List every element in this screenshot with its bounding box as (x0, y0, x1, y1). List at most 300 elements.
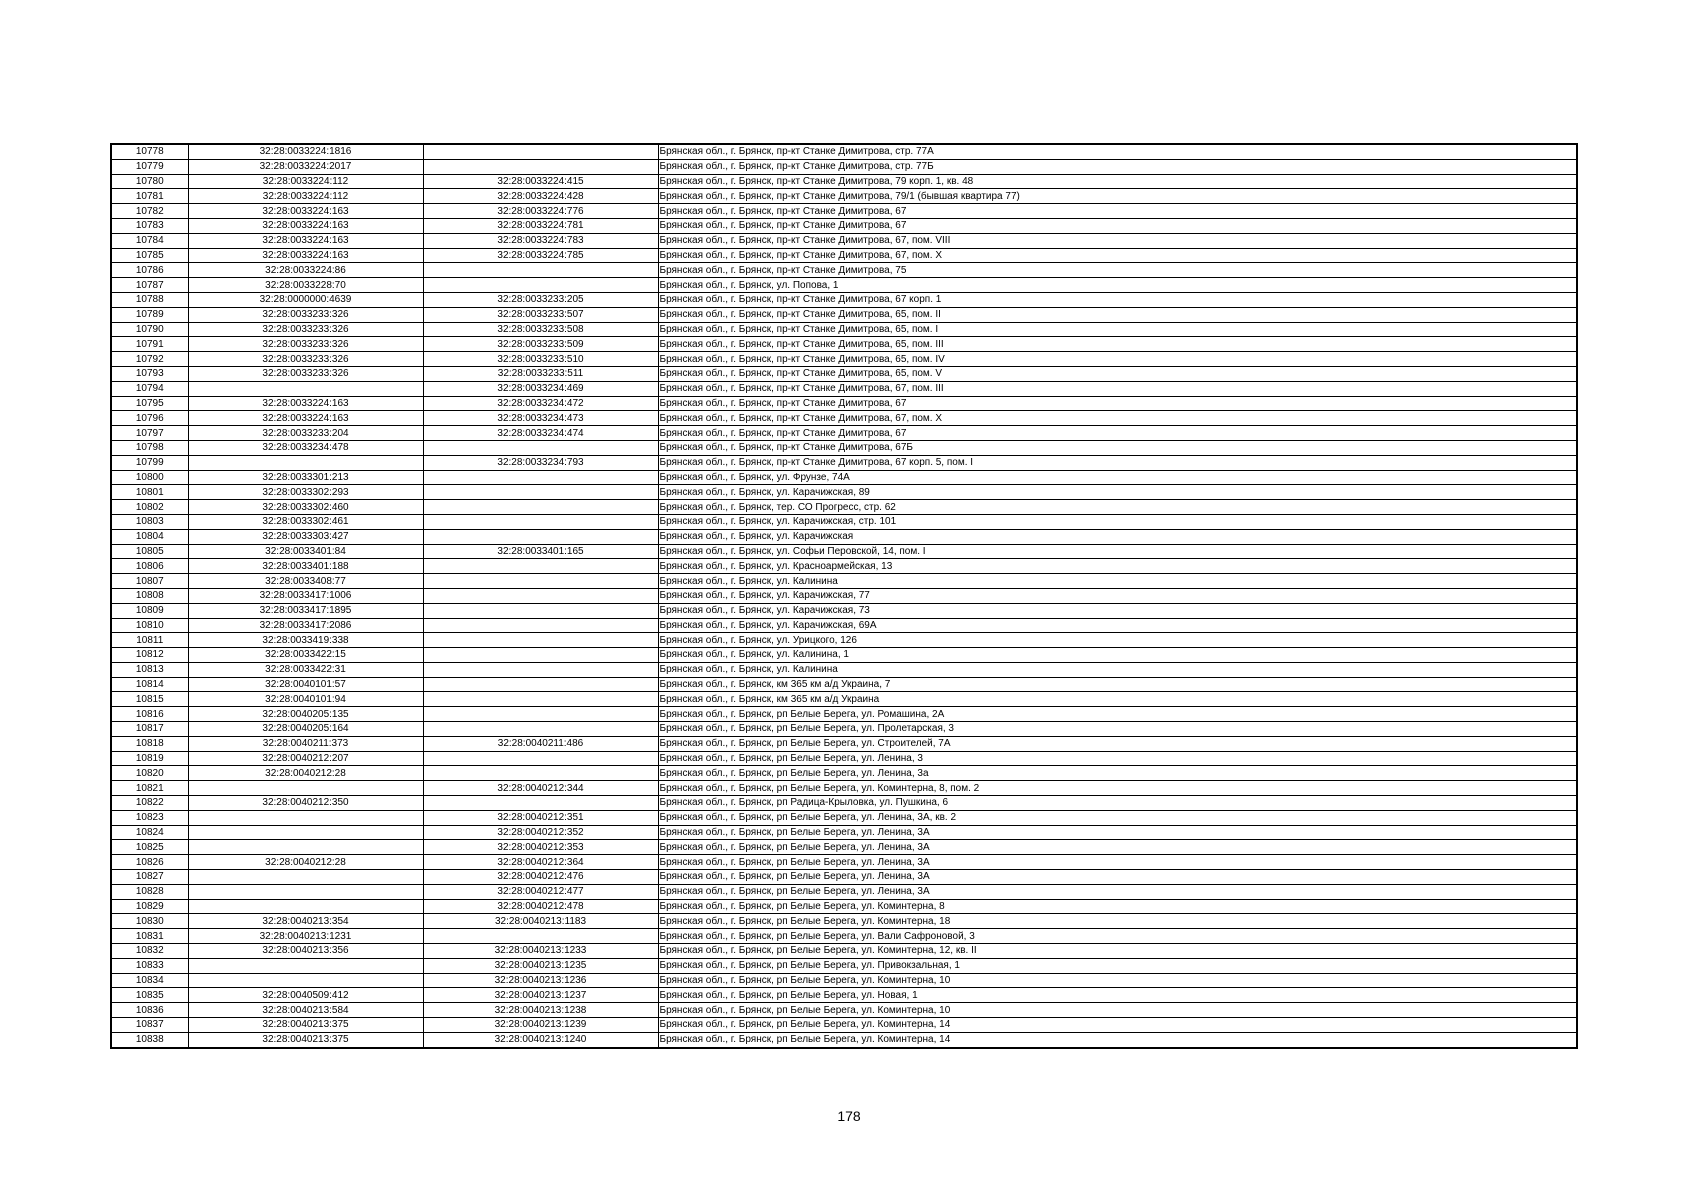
object-cadastral-number-cell: 32:28:0033234:469 (423, 381, 658, 396)
table-row (111, 677, 1577, 692)
row-number-cell: 10780 (111, 174, 188, 189)
row-number-cell: 10802 (111, 500, 188, 515)
cadastral-number-cell: 32:28:0033408:77 (188, 574, 423, 589)
object-cadastral-number-cell (423, 529, 658, 544)
address-cell: Брянская обл., г. Брянск, ул. Калинина (658, 662, 1577, 677)
table-row (111, 840, 1577, 855)
address-cell: Брянская обл., г. Брянск, пр-кт Станке Димитрова, 67 корп. 1 (658, 292, 1577, 307)
row-number-cell: 10794 (111, 381, 188, 396)
row-number-cell: 10813 (111, 662, 188, 677)
table-row (111, 174, 1577, 189)
address-cell: Брянская обл., г. Брянск, рп Белые Берега, ул. Привокзальная, 1 (658, 958, 1577, 973)
object-cadastral-number-cell: 32:28:0033234:472 (423, 396, 658, 411)
row-number-cell: 10790 (111, 322, 188, 337)
table-row (111, 796, 1577, 811)
row-number-cell: 10785 (111, 248, 188, 263)
address-cell: Брянская обл., г. Брянск, ул. Карачижская, 77 (658, 588, 1577, 603)
cadastral-number-cell: 32:28:0033224:163 (188, 411, 423, 426)
registry-table-body (111, 144, 1577, 1048)
row-number-cell: 10818 (111, 736, 188, 751)
cadastral-number-cell (188, 958, 423, 973)
table-row (111, 485, 1577, 500)
table-row (111, 218, 1577, 233)
table-row (111, 544, 1577, 559)
row-number-cell: 10826 (111, 855, 188, 870)
cadastral-number-cell: 32:28:0033422:31 (188, 662, 423, 677)
cadastral-number-cell: 32:28:0033224:1816 (188, 144, 423, 159)
row-number-cell: 10801 (111, 485, 188, 500)
cadastral-number-cell: 32:28:0033224:163 (188, 248, 423, 263)
address-cell: Брянская обл., г. Брянск, рп Белые Берега, ул. Ромашина, 2А (658, 707, 1577, 722)
cadastral-number-cell: 32:28:0033401:84 (188, 544, 423, 559)
cadastral-number-cell: 32:28:0033302:460 (188, 500, 423, 515)
row-number-cell: 10806 (111, 559, 188, 574)
address-cell: Брянская обл., г. Брянск, рп Белые Берега, ул. Пролетарская, 3 (658, 722, 1577, 737)
cadastral-number-cell: 32:28:0033224:112 (188, 189, 423, 204)
object-cadastral-number-cell (423, 485, 658, 500)
table-row (111, 1018, 1577, 1033)
row-number-cell: 10791 (111, 337, 188, 352)
object-cadastral-number-cell: 32:28:0033401:165 (423, 544, 658, 559)
address-cell: Брянская обл., г. Брянск, пр-кт Станке Димитрова, 79/1 (бывшая квартира 77) (658, 189, 1577, 204)
cadastral-number-cell: 32:28:0033233:326 (188, 337, 423, 352)
table-row (111, 870, 1577, 885)
object-cadastral-number-cell (423, 559, 658, 574)
address-cell: Брянская обл., г. Брянск, пр-кт Станке Димитрова, 67Б (658, 440, 1577, 455)
object-cadastral-number-cell (423, 618, 658, 633)
address-cell: Брянская обл., г. Брянск, рп Белые Берега, ул. Коминтерна, 10 (658, 1003, 1577, 1018)
row-number-cell: 10782 (111, 204, 188, 219)
cadastral-number-cell: 32:28:0040213:1231 (188, 929, 423, 944)
address-cell: Брянская обл., г. Брянск, пр-кт Станке Димитрова, 65, пом. IV (658, 352, 1577, 367)
object-cadastral-number-cell (423, 751, 658, 766)
object-cadastral-number-cell (423, 514, 658, 529)
cadastral-number-cell: 32:28:0033233:326 (188, 307, 423, 322)
table-row (111, 440, 1577, 455)
table-row (111, 144, 1577, 159)
table-row (111, 825, 1577, 840)
object-cadastral-number-cell: 32:28:0033224:428 (423, 189, 658, 204)
cadastral-number-cell: 32:28:0040213:375 (188, 1018, 423, 1033)
address-cell: Брянская обл., г. Брянск, тер. СО Прогресс, стр. 62 (658, 500, 1577, 515)
cadastral-number-cell: 32:28:0033233:326 (188, 322, 423, 337)
table-row (111, 159, 1577, 174)
object-cadastral-number-cell: 32:28:0040213:1238 (423, 1003, 658, 1018)
address-cell: Брянская обл., г. Брянск, рп Белые Берега, ул. Ленина, 3 (658, 751, 1577, 766)
row-number-cell: 10788 (111, 292, 188, 307)
row-number-cell: 10778 (111, 144, 188, 159)
object-cadastral-number-cell: 32:28:0040213:1239 (423, 1018, 658, 1033)
cadastral-number-cell: 32:28:0033417:1006 (188, 588, 423, 603)
object-cadastral-number-cell (423, 692, 658, 707)
row-number-cell: 10792 (111, 352, 188, 367)
address-cell: Брянская обл., г. Брянск, пр-кт Станке Димитрова, 67 корп. 5, пом. I (658, 455, 1577, 470)
cadastral-number-cell: 32:28:0033228:70 (188, 278, 423, 293)
table-row (111, 899, 1577, 914)
object-cadastral-number-cell: 32:28:0033234:473 (423, 411, 658, 426)
cadastral-number-cell: 32:28:0033224:86 (188, 263, 423, 278)
object-cadastral-number-cell: 32:28:0040212:476 (423, 870, 658, 885)
address-cell: Брянская обл., г. Брянск, пр-кт Станке Димитрова, 79 корп. 1, кв. 48 (658, 174, 1577, 189)
address-cell: Брянская обл., г. Брянск, рп Белые Берега, ул. Коминтерна, 18 (658, 914, 1577, 929)
row-number-cell: 10795 (111, 396, 188, 411)
cadastral-number-cell (188, 884, 423, 899)
cadastral-number-cell: 32:28:0033401:188 (188, 559, 423, 574)
address-cell: Брянская обл., г. Брянск, пр-кт Станке Димитрова, 65, пом. V (658, 366, 1577, 381)
table-row (111, 574, 1577, 589)
cadastral-number-cell: 32:28:0040213:356 (188, 944, 423, 959)
cadastral-number-cell: 32:28:0033419:338 (188, 633, 423, 648)
address-cell: Брянская обл., г. Брянск, ул. Карачижская, 73 (658, 603, 1577, 618)
row-number-cell: 10799 (111, 455, 188, 470)
address-cell: Брянская обл., г. Брянск, ул. Попова, 1 (658, 278, 1577, 293)
row-number-cell: 10797 (111, 426, 188, 441)
table-row (111, 855, 1577, 870)
table-row (111, 1032, 1577, 1047)
object-cadastral-number-cell (423, 500, 658, 515)
address-cell: Брянская обл., г. Брянск, ул. Калинина (658, 574, 1577, 589)
table-row (111, 914, 1577, 929)
object-cadastral-number-cell: 32:28:0040213:1236 (423, 973, 658, 988)
object-cadastral-number-cell: 32:28:0040212:353 (423, 840, 658, 855)
object-cadastral-number-cell: 32:28:0033233:511 (423, 366, 658, 381)
row-number-cell: 10830 (111, 914, 188, 929)
table-row (111, 662, 1577, 677)
object-cadastral-number-cell: 32:28:0033233:509 (423, 337, 658, 352)
object-cadastral-number-cell: 32:28:0040212:344 (423, 781, 658, 796)
row-number-cell: 10828 (111, 884, 188, 899)
object-cadastral-number-cell (423, 648, 658, 663)
cadastral-number-cell: 32:28:0040212:350 (188, 796, 423, 811)
row-number-cell: 10823 (111, 810, 188, 825)
cadastral-number-cell: 32:28:0000000:4639 (188, 292, 423, 307)
address-cell: Брянская обл., г. Брянск, ул. Карачижская (658, 529, 1577, 544)
object-cadastral-number-cell (423, 263, 658, 278)
address-cell: Брянская обл., г. Брянск, ул. Карачижская, 89 (658, 485, 1577, 500)
cadastral-number-cell (188, 381, 423, 396)
cadastral-number-cell: 32:28:0033302:461 (188, 514, 423, 529)
cadastral-number-cell: 32:28:0033302:293 (188, 485, 423, 500)
table-row (111, 322, 1577, 337)
cadastral-number-cell: 32:28:0040101:94 (188, 692, 423, 707)
table-row (111, 426, 1577, 441)
table-row (111, 884, 1577, 899)
address-cell: Брянская обл., г. Брянск, рп Радица-Крыловка, ул. Пушкина, 6 (658, 796, 1577, 811)
address-cell: Брянская обл., г. Брянск, ул. Красноармейская, 13 (658, 559, 1577, 574)
cadastral-number-cell (188, 781, 423, 796)
address-cell: Брянская обл., г. Брянск, пр-кт Станке Димитрова, 67, пом. X (658, 411, 1577, 426)
table-row (111, 618, 1577, 633)
object-cadastral-number-cell: 32:28:0040213:1237 (423, 988, 658, 1003)
object-cadastral-number-cell: 32:28:0033233:510 (423, 352, 658, 367)
address-cell: Брянская обл., г. Брянск, рп Белые Берега, ул. Ленина, 3А (658, 840, 1577, 855)
address-cell: Брянская обл., г. Брянск, рп Белые Берега, ул. Коминтерна, 8, пом. 2 (658, 781, 1577, 796)
row-number-cell: 10817 (111, 722, 188, 737)
table-row (111, 352, 1577, 367)
row-number-cell: 10783 (111, 218, 188, 233)
cadastral-number-cell: 32:28:0033417:2086 (188, 618, 423, 633)
cadastral-number-cell: 32:28:0033233:204 (188, 426, 423, 441)
address-cell: Брянская обл., г. Брянск, пр-кт Станке Димитрова, 67, пом. X (658, 248, 1577, 263)
table-row (111, 470, 1577, 485)
address-cell: Брянская обл., г. Брянск, км 365 км а/д Украина (658, 692, 1577, 707)
table-row (111, 455, 1577, 470)
table-row (111, 648, 1577, 663)
cadastral-number-cell (188, 455, 423, 470)
address-cell: Брянская обл., г. Брянск, рп Белые Берега, ул. Ленина, 3А (658, 855, 1577, 870)
address-cell: Брянская обл., г. Брянск, рп Белые Берега, ул. Коминтерна, 12, кв. II (658, 944, 1577, 959)
object-cadastral-number-cell: 32:28:0033224:415 (423, 174, 658, 189)
row-number-cell: 10800 (111, 470, 188, 485)
address-cell: Брянская обл., г. Брянск, ул. Софьи Перовской, 14, пом. I (658, 544, 1577, 559)
table-row (111, 944, 1577, 959)
row-number-cell: 10816 (111, 707, 188, 722)
cadastral-number-cell: 32:28:0033234:478 (188, 440, 423, 455)
table-row (111, 233, 1577, 248)
object-cadastral-number-cell: 32:28:0040212:351 (423, 810, 658, 825)
cadastral-number-cell: 32:28:0033422:15 (188, 648, 423, 663)
object-cadastral-number-cell (423, 574, 658, 589)
object-cadastral-number-cell: 32:28:0033234:474 (423, 426, 658, 441)
row-number-cell: 10832 (111, 944, 188, 959)
cadastral-number-cell: 32:28:0040213:354 (188, 914, 423, 929)
cadastral-number-cell: 32:28:0033224:112 (188, 174, 423, 189)
cadastral-number-cell: 32:28:0040213:375 (188, 1032, 423, 1047)
cadastral-number-cell: 32:28:0033233:326 (188, 352, 423, 367)
object-cadastral-number-cell: 32:28:0033224:783 (423, 233, 658, 248)
address-cell: Брянская обл., г. Брянск, пр-кт Станке Димитрова, 67 (658, 426, 1577, 441)
object-cadastral-number-cell (423, 144, 658, 159)
object-cadastral-number-cell: 32:28:0040212:478 (423, 899, 658, 914)
cadastral-number-cell: 32:28:0040101:57 (188, 677, 423, 692)
address-cell: Брянская обл., г. Брянск, пр-кт Станке Димитрова, 67 (658, 218, 1577, 233)
table-row (111, 292, 1577, 307)
table-row (111, 958, 1577, 973)
row-number-cell: 10808 (111, 588, 188, 603)
table-row (111, 722, 1577, 737)
object-cadastral-number-cell (423, 677, 658, 692)
object-cadastral-number-cell (423, 440, 658, 455)
address-cell: Брянская обл., г. Брянск, ул. Урицкого, 126 (658, 633, 1577, 648)
cadastral-number-cell (188, 973, 423, 988)
row-number-cell: 10789 (111, 307, 188, 322)
object-cadastral-number-cell (423, 159, 658, 174)
address-cell: Брянская обл., г. Брянск, ул. Карачижская, 69А (658, 618, 1577, 633)
address-cell: Брянская обл., г. Брянск, пр-кт Станке Димитрова, 67 (658, 396, 1577, 411)
row-number-cell: 10781 (111, 189, 188, 204)
address-cell: Брянская обл., г. Брянск, пр-кт Станке Димитрова, 67 (658, 204, 1577, 219)
address-cell: Брянская обл., г. Брянск, пр-кт Станке Димитрова, стр. 77А (658, 144, 1577, 159)
row-number-cell: 10833 (111, 958, 188, 973)
table-row (111, 751, 1577, 766)
table-row (111, 692, 1577, 707)
address-cell: Брянская обл., г. Брянск, рп Белые Берега, ул. Ленина, 3А (658, 884, 1577, 899)
row-number-cell: 10784 (111, 233, 188, 248)
table-row (111, 559, 1577, 574)
cadastral-number-cell: 32:28:0040211:373 (188, 736, 423, 751)
row-number-cell: 10837 (111, 1018, 188, 1033)
row-number-cell: 10815 (111, 692, 188, 707)
object-cadastral-number-cell (423, 588, 658, 603)
row-number-cell: 10829 (111, 899, 188, 914)
row-number-cell: 10805 (111, 544, 188, 559)
row-number-cell: 10812 (111, 648, 188, 663)
object-cadastral-number-cell: 32:28:0033233:205 (423, 292, 658, 307)
object-cadastral-number-cell: 32:28:0033224:781 (423, 218, 658, 233)
address-cell: Брянская обл., г. Брянск, пр-кт Станке Димитрова, 67, пом. VIII (658, 233, 1577, 248)
address-cell: Брянская обл., г. Брянск, пр-кт Станке Димитрова, стр. 77Б (658, 159, 1577, 174)
object-cadastral-number-cell: 32:28:0040213:1235 (423, 958, 658, 973)
address-cell: Брянская обл., г. Брянск, км 365 км а/д Украина, 7 (658, 677, 1577, 692)
table-row (111, 248, 1577, 263)
table-row (111, 707, 1577, 722)
address-cell: Брянская обл., г. Брянск, ул. Фрунзе, 74А (658, 470, 1577, 485)
table-row (111, 514, 1577, 529)
address-cell: Брянская обл., г. Брянск, рп Белые Берега, ул. Ленина, 3а (658, 766, 1577, 781)
row-number-cell: 10834 (111, 973, 188, 988)
cadastral-number-cell (188, 870, 423, 885)
object-cadastral-number-cell: 32:28:0040211:486 (423, 736, 658, 751)
table-row (111, 1003, 1577, 1018)
object-cadastral-number-cell (423, 796, 658, 811)
row-number-cell: 10811 (111, 633, 188, 648)
table-row (111, 381, 1577, 396)
address-cell: Брянская обл., г. Брянск, ул. Калинина, 1 (658, 648, 1577, 663)
row-number-cell: 10838 (111, 1032, 188, 1047)
row-number-cell: 10836 (111, 1003, 188, 1018)
cadastral-number-cell (188, 810, 423, 825)
table-row (111, 278, 1577, 293)
address-cell: Брянская обл., г. Брянск, рп Белые Берега, ул. Коминтерна, 10 (658, 973, 1577, 988)
object-cadastral-number-cell: 32:28:0040212:477 (423, 884, 658, 899)
table-row (111, 366, 1577, 381)
object-cadastral-number-cell: 32:28:0040212:364 (423, 855, 658, 870)
object-cadastral-number-cell (423, 929, 658, 944)
table-row (111, 603, 1577, 618)
table-row (111, 204, 1577, 219)
table-row (111, 929, 1577, 944)
row-number-cell: 10796 (111, 411, 188, 426)
cadastral-number-cell: 32:28:0040212:28 (188, 855, 423, 870)
address-cell: Брянская обл., г. Брянск, пр-кт Станке Димитрова, 75 (658, 263, 1577, 278)
cadastral-number-cell: 32:28:0040212:207 (188, 751, 423, 766)
address-cell: Брянская обл., г. Брянск, рп Белые Берега, ул. Ленина, 3А (658, 825, 1577, 840)
table-row (111, 396, 1577, 411)
object-cadastral-number-cell: 32:28:0033234:793 (423, 455, 658, 470)
object-cadastral-number-cell (423, 278, 658, 293)
table-row (111, 633, 1577, 648)
table-row (111, 988, 1577, 1003)
row-number-cell: 10807 (111, 574, 188, 589)
cadastral-number-cell: 32:28:0040205:164 (188, 722, 423, 737)
row-number-cell: 10803 (111, 514, 188, 529)
cadastral-number-cell: 32:28:0033303:427 (188, 529, 423, 544)
page-number: 178 (837, 1108, 861, 1124)
table-row (111, 263, 1577, 278)
table-row (111, 781, 1577, 796)
address-cell: Брянская обл., г. Брянск, рп Белые Берега, ул. Новая, 1 (658, 988, 1577, 1003)
table-row (111, 736, 1577, 751)
cadastral-number-cell: 32:28:0040205:135 (188, 707, 423, 722)
row-number-cell: 10793 (111, 366, 188, 381)
row-number-cell: 10810 (111, 618, 188, 633)
cadastral-number-cell: 32:28:0033224:2017 (188, 159, 423, 174)
object-cadastral-number-cell (423, 766, 658, 781)
cadastral-number-cell: 32:28:0033224:163 (188, 218, 423, 233)
object-cadastral-number-cell (423, 722, 658, 737)
row-number-cell: 10835 (111, 988, 188, 1003)
row-number-cell: 10804 (111, 529, 188, 544)
table-row (111, 337, 1577, 352)
address-cell: Брянская обл., г. Брянск, пр-кт Станке Димитрова, 65, пом. II (658, 307, 1577, 322)
table-row (111, 411, 1577, 426)
table-row (111, 529, 1577, 544)
cadastral-number-cell: 32:28:0033224:163 (188, 233, 423, 248)
table-row (111, 588, 1577, 603)
registry-table (110, 143, 1578, 1049)
address-cell: Брянская обл., г. Брянск, рп Белые Берега, ул. Коминтерна, 14 (658, 1032, 1577, 1047)
row-number-cell: 10814 (111, 677, 188, 692)
cadastral-number-cell (188, 899, 423, 914)
address-cell: Брянская обл., г. Брянск, рп Белые Берега, ул. Вали Сафроновой, 3 (658, 929, 1577, 944)
row-number-cell: 10779 (111, 159, 188, 174)
address-cell: Брянская обл., г. Брянск, рп Белые Берега, ул. Коминтерна, 8 (658, 899, 1577, 914)
row-number-cell: 10831 (111, 929, 188, 944)
table-row (111, 766, 1577, 781)
cadastral-number-cell: 32:28:0033233:326 (188, 366, 423, 381)
row-number-cell: 10809 (111, 603, 188, 618)
cadastral-number-cell (188, 840, 423, 855)
table-row (111, 810, 1577, 825)
object-cadastral-number-cell: 32:28:0033224:776 (423, 204, 658, 219)
address-cell: Брянская обл., г. Брянск, пр-кт Станке Димитрова, 65, пом. III (658, 337, 1577, 352)
address-cell: Брянская обл., г. Брянск, пр-кт Станке Димитрова, 65, пом. I (658, 322, 1577, 337)
row-number-cell: 10819 (111, 751, 188, 766)
address-cell: Брянская обл., г. Брянск, рп Белые Берега, ул. Ленина, 3А, кв. 2 (658, 810, 1577, 825)
cadastral-number-cell: 32:28:0040212:28 (188, 766, 423, 781)
row-number-cell: 10820 (111, 766, 188, 781)
row-number-cell: 10798 (111, 440, 188, 455)
row-number-cell: 10786 (111, 263, 188, 278)
table-row (111, 500, 1577, 515)
object-cadastral-number-cell: 32:28:0033224:785 (423, 248, 658, 263)
object-cadastral-number-cell (423, 633, 658, 648)
row-number-cell: 10824 (111, 825, 188, 840)
object-cadastral-number-cell: 32:28:0040213:1240 (423, 1032, 658, 1047)
object-cadastral-number-cell: 32:28:0040212:352 (423, 825, 658, 840)
table-row (111, 307, 1577, 322)
row-number-cell: 10822 (111, 796, 188, 811)
cadastral-number-cell: 32:28:0040213:584 (188, 1003, 423, 1018)
object-cadastral-number-cell: 32:28:0033233:507 (423, 307, 658, 322)
cadastral-number-cell (188, 825, 423, 840)
address-cell: Брянская обл., г. Брянск, рп Белые Берега, ул. Коминтерна, 14 (658, 1018, 1577, 1033)
table-row (111, 189, 1577, 204)
cadastral-number-cell: 32:28:0033224:163 (188, 396, 423, 411)
address-cell: Брянская обл., г. Брянск, пр-кт Станке Димитрова, 67, пом. III (658, 381, 1577, 396)
row-number-cell: 10787 (111, 278, 188, 293)
cadastral-number-cell: 32:28:0033417:1895 (188, 603, 423, 618)
object-cadastral-number-cell (423, 707, 658, 722)
object-cadastral-number-cell (423, 470, 658, 485)
object-cadastral-number-cell (423, 662, 658, 677)
row-number-cell: 10827 (111, 870, 188, 885)
table-row (111, 973, 1577, 988)
cadastral-number-cell: 32:28:0033224:163 (188, 204, 423, 219)
cadastral-number-cell: 32:28:0040509:412 (188, 988, 423, 1003)
row-number-cell: 10825 (111, 840, 188, 855)
cadastral-number-cell: 32:28:0033301:213 (188, 470, 423, 485)
